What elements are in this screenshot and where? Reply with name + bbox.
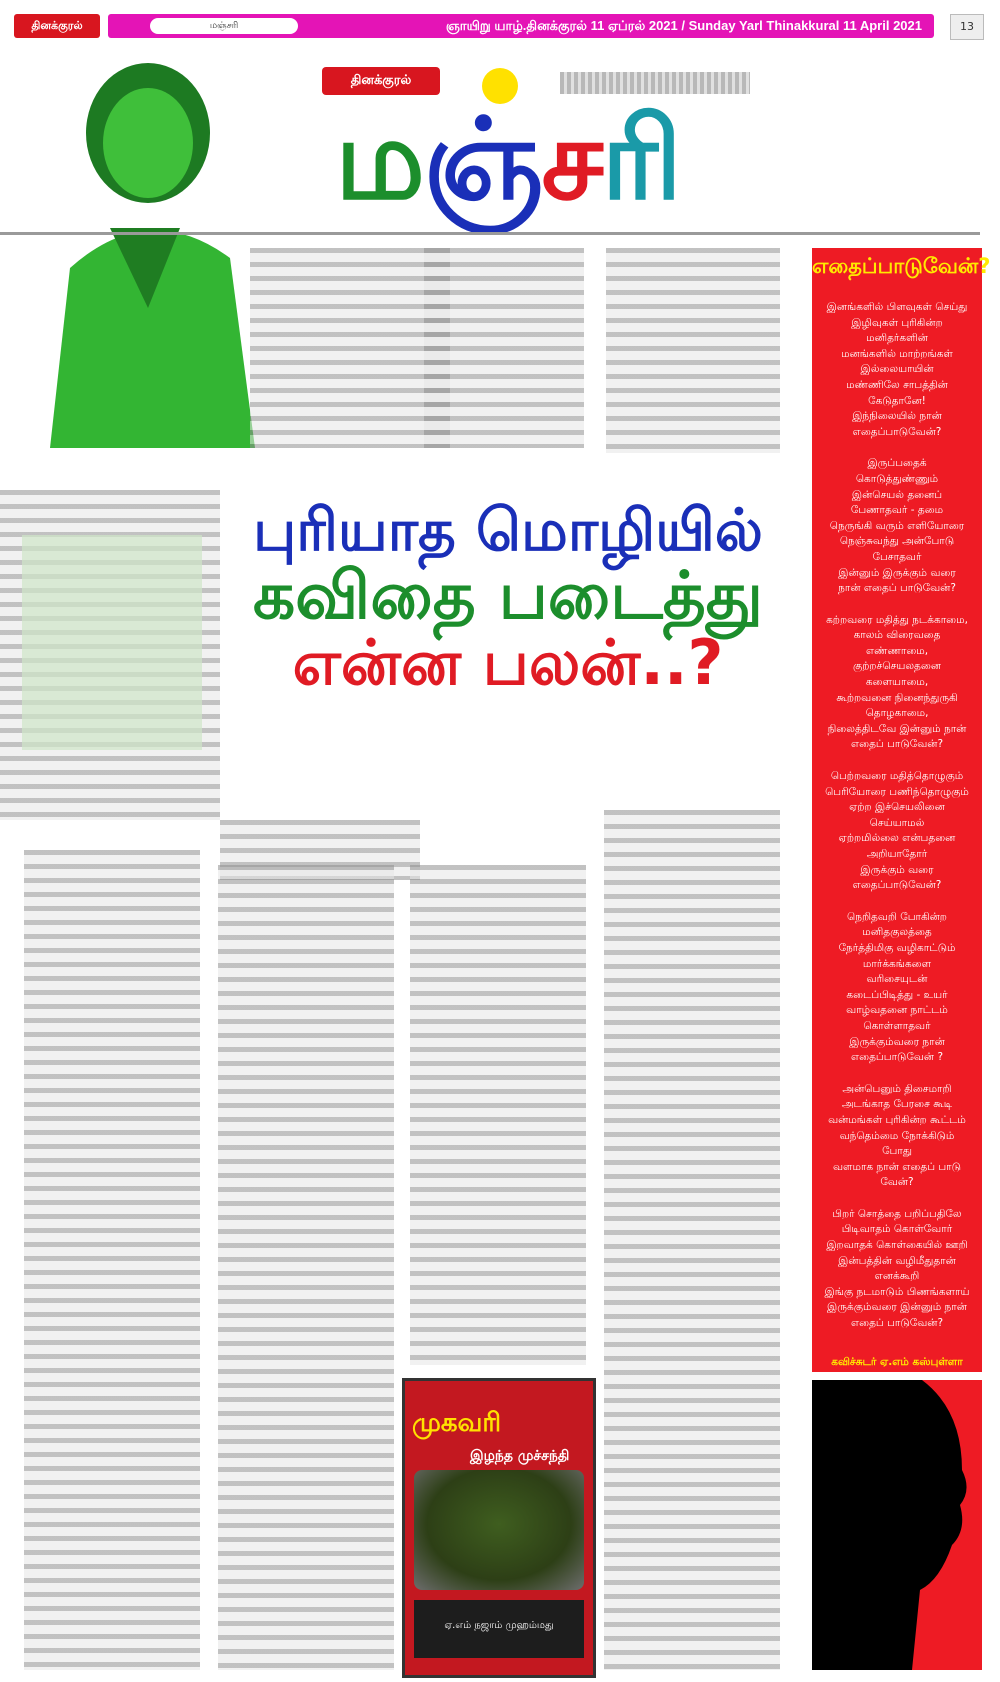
article-column [604, 810, 780, 1670]
book-title: முகவரி [412, 1408, 502, 1438]
poet-silhouette [812, 1380, 982, 1670]
portrait-illustration [30, 48, 255, 448]
poem-body [818, 300, 976, 1348]
article-column [410, 865, 586, 1365]
poem-stanza: அன்பெனும் திசைமாறி அடங்காத பேரசை கூடி வன்மங்கள் புரிகின்ற கூட்டம் வந்தெம்மை நோக்கிடும் போது வளமாக நான் எதைப் பாடு வேன்? [828, 1082, 966, 1189]
article-column [424, 248, 584, 448]
poem-stanza: பிறர் சொத்தை பறிப்பதிலே பிடிவாதம் கொள்வோர் இறவாதக் கொள்கையில் ஊறி இன்பத்தின் வழிமீதுதான் எனக்கூறி இங்கு நடமாடும் பிணங்களாய் இருக்கும்வரை இன்னும் நான் எதைப் பாடுவேன்? [824, 1207, 970, 1330]
author-portrait [30, 48, 255, 448]
silhouette-illustration [812, 1380, 982, 1670]
poem-stanza: இருப்பதைக் கொடுத்துண்ணும் இன்செயல் தனைப் பேணாதவர் - தமை நெருங்கி வரும் எளியோரை நெஞ்சுவந்து அன்போடு பேசாதவர் இன்னும் இருக்கும் வரை நான் எதைப் பாடுவேன்? [829, 457, 965, 595]
headline-line: கவிதை படைத்து [252, 556, 764, 634]
article-column [250, 248, 450, 448]
poem-stanza: பெற்றவரை மதித்தொழுகும் பெரியோரை பணிந்தொழுகும் ஏற்ற இச்செயலினை செய்யாமல் ஏற்றமில்லை என்பதனை அறியாதோர் இருக்கும் வரை எதைப்பாடுவேன்? [825, 770, 969, 892]
book-cover-image [414, 1470, 584, 1590]
headline-line: புரியாத மொழியில் [253, 496, 763, 564]
section-title-part: ம [335, 95, 424, 225]
book-subtitle: இழந்த முச்சந்தி [470, 1448, 570, 1464]
page-number[interactable]: 13 [950, 14, 984, 40]
section-title-part: ச [541, 95, 602, 225]
issue-date: ஞாயிறு யாழ்.தினக்குரல் 11 ஏப்ரல் 2021 / Sunday Yarl Thinakkural 11 April 2021 [445, 18, 922, 33]
poet-name: கவிச்சுடர் ஏ.எம் கஸ்புள்ளா [831, 1356, 963, 1368]
headline-line: என்ன பலன்..? [292, 626, 724, 700]
newspaper-logo[interactable]: தினக்குரல் [14, 14, 100, 38]
headline [218, 496, 798, 700]
poem-stanza: கற்றவரை மதித்து நடக்காமை, காலம் விரைவதை எண்ணாமை, குற்றச்செயலதனை களையாமை, கூற்றவனை நினைந்துருகி தொழகாமை, நிலைத்திடவே இன்னும் நான் எதைப் பாடுவேன்? [826, 613, 968, 751]
section-title-part: ரி [601, 95, 681, 225]
poem-title: எதைப்பாடுவேன்? [812, 254, 991, 278]
section-title-part: ஞ் [423, 95, 542, 225]
book-author: ஏ.எம் நஜாம் முஹம்மது [444, 1620, 554, 1631]
article-column [218, 865, 394, 1670]
highlight-box [22, 535, 202, 750]
poem-stanza: நெறிதவறி போகின்ற மனிதகுலத்தை நேர்த்திமிகு வழிகாட்டும் மார்க்கங்களை வரிசையுடன் கடைப்பிடித்து - உயர் வாழ்வதனை நாட்டம் கொள்ளாதவர் இருக்கும்வரை நான் எதைப்பாடுவேன் ? [838, 910, 956, 1064]
section-nav-tab[interactable]: மஞ்சரி [150, 18, 298, 34]
section-title [335, 95, 725, 225]
article-column [24, 850, 200, 1670]
masthead-date-blurred [560, 72, 750, 94]
poem-stanza: இனங்களில் பிளவுகள் செய்து இழிவுகள் புரிகின்ற மனிதர்களின் மனங்களில் மாற்றங்கள் இல்லையாயின் மண்ணிலே சாபத்தின் கேடுதானே! இந்நிலையில் நான் எதைப்பாடுவேன்? [826, 301, 968, 438]
masthead-publisher: தினக்குரல் [322, 67, 440, 95]
header-divider [0, 232, 980, 235]
article-column [606, 248, 780, 453]
